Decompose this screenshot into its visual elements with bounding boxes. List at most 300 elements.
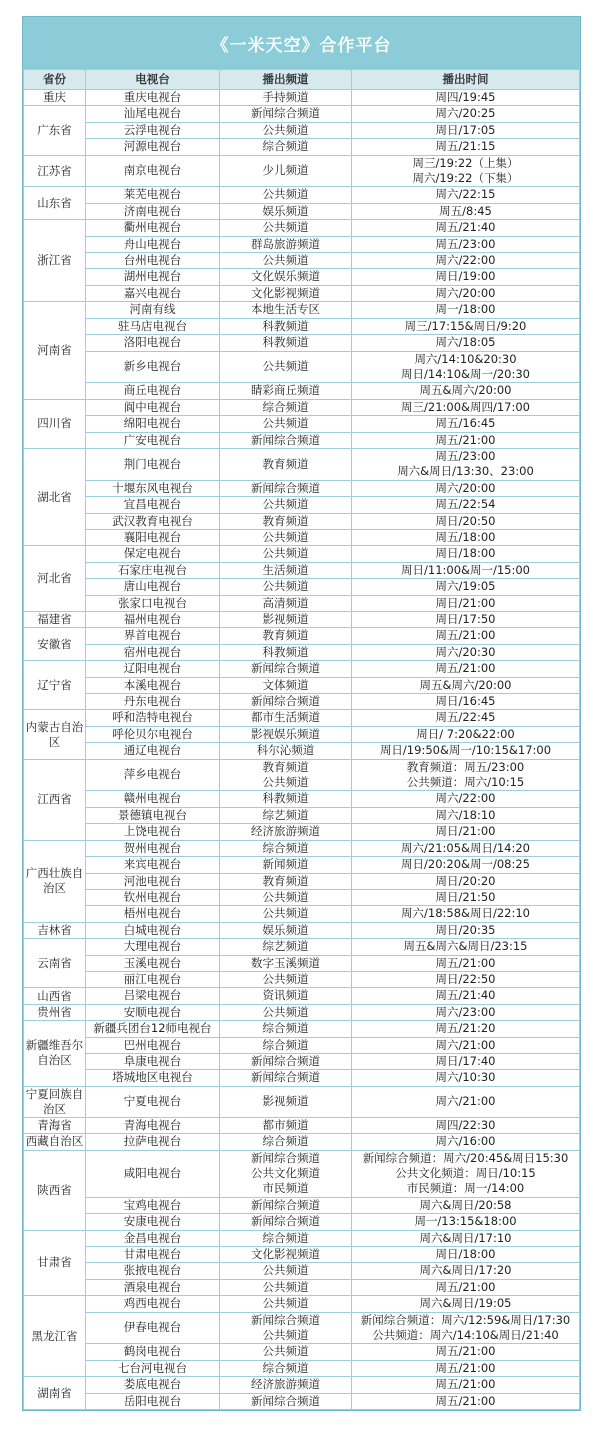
- channel-cell: 经济旅游频道: [220, 824, 352, 840]
- time-cell: 周日/20:20&周一/08:25: [352, 857, 580, 873]
- table-row: [24, 1150, 580, 1197]
- channel-cell: 教育频道 公共频道: [220, 759, 352, 791]
- time-cell: 周六&周日/20:58: [352, 1197, 580, 1213]
- station-cell: 衢州电视台: [86, 220, 220, 236]
- channel-cell: 科教频道: [220, 644, 352, 660]
- channel-cell: 新闻综合频道 公共文化频道 市民频道: [220, 1150, 352, 1197]
- province-cell: 福建省: [24, 612, 86, 628]
- province-cell: 四川省: [24, 399, 86, 448]
- time-cell: 周五/21:20: [352, 1021, 580, 1037]
- table-row: [24, 480, 580, 496]
- time-cell: 周五/23:00 周六&周日/13:30、23:00: [352, 448, 580, 480]
- province-cell: 重庆: [24, 90, 86, 106]
- table-row: [24, 155, 580, 187]
- channel-cell: 公共频道: [220, 529, 352, 545]
- channel-cell: 都市生活频道: [220, 710, 352, 726]
- time-cell: 周日/20:35: [352, 922, 580, 938]
- time-cell: 周五/21:00: [352, 1279, 580, 1295]
- time-cell: 周六/20:30: [352, 644, 580, 660]
- station-cell: 福州电视台: [86, 612, 220, 628]
- time-cell: 周日/ 7:20&22:00: [352, 726, 580, 742]
- station-cell: 武汉教育电视台: [86, 513, 220, 529]
- time-cell: 周日/22:50: [352, 971, 580, 987]
- station-cell: 洛阳电视台: [86, 335, 220, 351]
- table-row: [24, 840, 580, 856]
- channel-cell: 经济旅游频道: [220, 1377, 352, 1393]
- province-cell: 甘肃省: [24, 1230, 86, 1296]
- time-cell: 周六/18:10: [352, 807, 580, 823]
- station-cell: 酒泉电视台: [86, 1279, 220, 1295]
- table-row: [24, 1312, 580, 1344]
- province-cell: 内蒙古自治区: [24, 710, 86, 759]
- station-cell: 新疆兵团台12师电视台: [86, 1021, 220, 1037]
- time-cell: 周六/16:00: [352, 1134, 580, 1150]
- time-cell: 周六/10:30: [352, 1070, 580, 1086]
- station-cell: 通辽电视台: [86, 743, 220, 759]
- time-cell: 周五/21:40: [352, 988, 580, 1004]
- table-row: [24, 187, 580, 203]
- channel-cell: 公共频道: [220, 579, 352, 595]
- time-cell: 周三/21:00&周四/17:00: [352, 399, 580, 415]
- table-row: [24, 236, 580, 252]
- station-cell: 伊春电视台: [86, 1312, 220, 1344]
- table-row: [24, 1086, 580, 1117]
- time-cell: 周日/18:00: [352, 546, 580, 562]
- station-cell: 钦州电视台: [86, 889, 220, 905]
- channel-cell: 公共频道: [220, 889, 352, 905]
- channel-cell: 公共频道: [220, 416, 352, 432]
- province-cell: 湖北省: [24, 448, 86, 545]
- channel-cell: 公共频道: [220, 220, 352, 236]
- table-row: [24, 432, 580, 448]
- province-cell: 吉林省: [24, 922, 86, 938]
- time-cell: 周五/22:54: [352, 497, 580, 513]
- province-cell: 河北省: [24, 546, 86, 612]
- station-cell: 玉溪电视台: [86, 955, 220, 971]
- time-cell: 周六/14:10&20:30 周日/14:10&周一/20:30: [352, 351, 580, 383]
- time-cell: 周日/20:20: [352, 873, 580, 889]
- station-cell: 石家庄电视台: [86, 562, 220, 578]
- table-row: [24, 612, 580, 628]
- station-cell: 绵阳电视台: [86, 416, 220, 432]
- time-cell: 周六/21:05&周日/14:20: [352, 840, 580, 856]
- time-cell: 教育频道：周五/23:00 公共频道：周六/10:15: [352, 759, 580, 791]
- station-cell: 景德镇电视台: [86, 807, 220, 823]
- channel-cell: 综艺频道: [220, 939, 352, 955]
- station-cell: 荆门电视台: [86, 448, 220, 480]
- station-cell: 阜康电视台: [86, 1053, 220, 1069]
- time-cell: 周日/17:50: [352, 612, 580, 628]
- channel-cell: 文体频道: [220, 677, 352, 693]
- station-cell: 新乡电视台: [86, 351, 220, 383]
- time-cell: 周五&周六/20:00: [352, 383, 580, 399]
- channel-cell: 新闻综合频道: [220, 1214, 352, 1230]
- channel-cell: 文化娱乐频道: [220, 269, 352, 285]
- channel-cell: 数字玉溪频道: [220, 955, 352, 971]
- province-cell: 宁夏回族自治区: [24, 1086, 86, 1117]
- time-cell: 周六/22:00: [352, 253, 580, 269]
- table-row: [24, 1247, 580, 1263]
- table-row: [24, 1360, 580, 1376]
- station-cell: 吕梁电视台: [86, 988, 220, 1004]
- channel-cell: 综合频道: [220, 1021, 352, 1037]
- channel-cell: 新闻综合频道 公共频道: [220, 1312, 352, 1344]
- table-row: [24, 1393, 580, 1409]
- time-cell: 周六/23:00: [352, 1004, 580, 1020]
- table-row: [24, 857, 580, 873]
- channel-cell: 公共频道: [220, 253, 352, 269]
- station-cell: 巴州电视台: [86, 1037, 220, 1053]
- time-cell: 周三/17:15&周日/9:20: [352, 318, 580, 334]
- time-cell: 周六/18:05: [352, 335, 580, 351]
- table-row: [24, 335, 580, 351]
- station-cell: 宝鸡电视台: [86, 1197, 220, 1213]
- table-row: [24, 139, 580, 155]
- channel-cell: 教育频道: [220, 448, 352, 480]
- table-row: [24, 90, 580, 106]
- station-cell: 塔城地区电视台: [86, 1070, 220, 1086]
- time-cell: 周四/22:30: [352, 1117, 580, 1133]
- table-row: [24, 122, 580, 138]
- table-row: [24, 971, 580, 987]
- channel-cell: 影视频道: [220, 612, 352, 628]
- province-cell: 西藏自治区: [24, 1134, 86, 1150]
- channel-cell: 教育频道: [220, 873, 352, 889]
- header-province: 省份: [24, 70, 86, 90]
- time-cell: 周五/21:00: [352, 1393, 580, 1409]
- channel-cell: 资讯频道: [220, 988, 352, 1004]
- time-cell: 周四/19:45: [352, 90, 580, 106]
- table-row: [24, 1070, 580, 1086]
- table-row: [24, 955, 580, 971]
- table-row: [24, 318, 580, 334]
- station-cell: 莱芜电视台: [86, 187, 220, 203]
- time-cell: 周六/22:15: [352, 187, 580, 203]
- province-cell: 青海省: [24, 1117, 86, 1133]
- station-cell: 鹤岗电视台: [86, 1344, 220, 1360]
- time-cell: 周一/18:00: [352, 302, 580, 318]
- time-cell: 周五/21:00: [352, 661, 580, 677]
- station-cell: 辽阳电视台: [86, 661, 220, 677]
- table-row: [24, 285, 580, 301]
- table-row: [24, 203, 580, 219]
- table-row: [24, 988, 580, 1004]
- time-cell: 周日/17:05: [352, 122, 580, 138]
- time-cell: 周五/22:45: [352, 710, 580, 726]
- time-cell: 周五/21:40: [352, 220, 580, 236]
- channel-cell: 高清频道: [220, 595, 352, 611]
- province-cell: 新疆维吾尔自治区: [24, 1021, 86, 1087]
- time-cell: 周五/21:00: [352, 955, 580, 971]
- station-cell: 娄底电视台: [86, 1377, 220, 1393]
- channel-cell: 科尔沁频道: [220, 743, 352, 759]
- station-cell: 张掖电视台: [86, 1263, 220, 1279]
- time-cell: 周日/18:00: [352, 1247, 580, 1263]
- province-cell: 广西壮族自治区: [24, 840, 86, 922]
- station-cell: 岳阳电视台: [86, 1393, 220, 1409]
- time-cell: 周日/11:00&周一/15:00: [352, 562, 580, 578]
- channel-cell: 新闻综合频道: [220, 1070, 352, 1086]
- table-row: [24, 1004, 580, 1020]
- channel-cell: 教育频道: [220, 513, 352, 529]
- table-row: [24, 1117, 580, 1133]
- station-cell: 济南电视台: [86, 203, 220, 219]
- station-cell: 宁夏电视台: [86, 1086, 220, 1117]
- table-row: [24, 1037, 580, 1053]
- province-cell: 辽宁省: [24, 661, 86, 710]
- time-cell: 新闻综合频道：周六/20:45&周日15:30 公共文化频道：周日/10:15 市民频道：周一/14:00: [352, 1150, 580, 1197]
- channel-cell: 新闻综合频道: [220, 1053, 352, 1069]
- station-cell: 金昌电视台: [86, 1230, 220, 1246]
- province-cell: 陕西省: [24, 1150, 86, 1230]
- channel-cell: 科教频道: [220, 791, 352, 807]
- station-cell: 驻马店电视台: [86, 318, 220, 334]
- time-cell: 周六/21:00: [352, 1037, 580, 1053]
- time-cell: 周日/21:00: [352, 595, 580, 611]
- channel-cell: 综合频道: [220, 399, 352, 415]
- table-header-row: [24, 70, 580, 90]
- header-station: 电视台: [86, 70, 220, 90]
- time-cell: 周五/18:00: [352, 529, 580, 545]
- station-cell: 来宾电视台: [86, 857, 220, 873]
- table-row: [24, 1053, 580, 1069]
- time-cell: 周五/21:00: [352, 628, 580, 644]
- table-row: [24, 562, 580, 578]
- time-cell: 周六/22:00: [352, 791, 580, 807]
- channel-cell: 影视娱乐频道: [220, 726, 352, 742]
- station-cell: 重庆电视台: [86, 90, 220, 106]
- province-cell: 安徽省: [24, 628, 86, 661]
- channel-cell: 娱乐频道: [220, 203, 352, 219]
- time-cell: 周五&周六/20:00: [352, 677, 580, 693]
- table-row: [24, 220, 580, 236]
- station-cell: 湖州电视台: [86, 269, 220, 285]
- channel-cell: 影视频道: [220, 1086, 352, 1117]
- time-cell: 周日/16:45: [352, 694, 580, 710]
- table-row: [24, 497, 580, 513]
- channel-cell: 公共频道: [220, 122, 352, 138]
- channel-cell: 公共频道: [220, 1279, 352, 1295]
- table-row: [24, 1344, 580, 1360]
- table-row: [24, 106, 580, 122]
- time-cell: 周六&周日/19:05: [352, 1296, 580, 1312]
- table-row: [24, 546, 580, 562]
- channel-cell: 娱乐频道: [220, 922, 352, 938]
- channel-cell: 综合频道: [220, 1360, 352, 1376]
- channel-cell: 新闻综合频道: [220, 480, 352, 496]
- channel-cell: 公共频道: [220, 1344, 352, 1360]
- province-cell: 江苏省: [24, 155, 86, 187]
- channel-cell: 综合频道: [220, 1037, 352, 1053]
- time-cell: 周日/20:50: [352, 513, 580, 529]
- province-cell: 江西省: [24, 759, 86, 840]
- time-cell: 周五&周六&周日/23:15: [352, 939, 580, 955]
- time-cell: 周三/19:22（上集） 周六/19:22（下集）: [352, 155, 580, 187]
- station-cell: 丽江电视台: [86, 971, 220, 987]
- channel-cell: 综合频道: [220, 139, 352, 155]
- channel-cell: 群岛旅游频道: [220, 236, 352, 252]
- time-cell: 周六&周日/17:10: [352, 1230, 580, 1246]
- table-row: [24, 1230, 580, 1246]
- channel-cell: 本地生活专区: [220, 302, 352, 318]
- table-row: [24, 824, 580, 840]
- station-cell: 保定电视台: [86, 546, 220, 562]
- province-cell: 黑龙江省: [24, 1296, 86, 1377]
- channel-cell: 公共频道: [220, 351, 352, 383]
- time-cell: 周六/21:00: [352, 1086, 580, 1117]
- station-cell: 襄阳电视台: [86, 529, 220, 545]
- schedule-table: [23, 69, 580, 1410]
- channel-cell: 公共频道: [220, 497, 352, 513]
- station-cell: 呼伦贝尔电视台: [86, 726, 220, 742]
- station-cell: 萍乡电视台: [86, 759, 220, 791]
- station-cell: 上饶电视台: [86, 824, 220, 840]
- time-cell: 周六/20:00: [352, 285, 580, 301]
- table-row: [24, 726, 580, 742]
- province-cell: 云南省: [24, 939, 86, 988]
- table-row: [24, 644, 580, 660]
- table-row: [24, 1377, 580, 1393]
- channel-cell: 综合频道: [220, 1134, 352, 1150]
- channel-cell: 教育频道: [220, 628, 352, 644]
- time-cell: 周六/19:05: [352, 579, 580, 595]
- time-cell: 周六/18:58&周日/22:10: [352, 906, 580, 922]
- time-cell: 周六&周日/17:20: [352, 1263, 580, 1279]
- time-cell: 周五/21:00: [352, 1344, 580, 1360]
- table-row: [24, 694, 580, 710]
- station-cell: 十堰东风电视台: [86, 480, 220, 496]
- table-row: [24, 1279, 580, 1295]
- province-cell: 贵州省: [24, 1004, 86, 1020]
- time-cell: 周五/23:00: [352, 236, 580, 252]
- station-cell: 河池电视台: [86, 873, 220, 889]
- time-cell: 周五/21:00: [352, 1377, 580, 1393]
- channel-cell: 公共频道: [220, 906, 352, 922]
- station-cell: 广安电视台: [86, 432, 220, 448]
- channel-cell: 少儿频道: [220, 155, 352, 187]
- channel-cell: 新闻综合频道: [220, 661, 352, 677]
- channel-cell: 手持频道: [220, 90, 352, 106]
- table-row: [24, 906, 580, 922]
- channel-cell: 公共频道: [220, 1296, 352, 1312]
- table-row: [24, 791, 580, 807]
- table-row: [24, 513, 580, 529]
- province-cell: 山东省: [24, 187, 86, 220]
- station-cell: 丹东电视台: [86, 694, 220, 710]
- channel-cell: 文化影视频道: [220, 285, 352, 301]
- header-time: 播出时间: [352, 70, 580, 90]
- station-cell: 赣州电视台: [86, 791, 220, 807]
- channel-cell: 公共频道: [220, 546, 352, 562]
- table-body: [24, 90, 580, 1410]
- table-row: [24, 1214, 580, 1230]
- time-cell: 周日/19:50&周一/10:15&17:00: [352, 743, 580, 759]
- channel-cell: 新闻综合频道: [220, 1393, 352, 1409]
- time-cell: 周六/20:00: [352, 480, 580, 496]
- table-row: [24, 416, 580, 432]
- time-cell: 周五/8:45: [352, 203, 580, 219]
- channel-cell: 公共频道: [220, 187, 352, 203]
- table-row: [24, 873, 580, 889]
- schedule-card: [22, 16, 581, 1411]
- station-cell: 汕尾电视台: [86, 106, 220, 122]
- header-channel: 播出频道: [220, 70, 352, 90]
- station-cell: 南京电视台: [86, 155, 220, 187]
- table-row: [24, 889, 580, 905]
- station-cell: 嘉兴电视台: [86, 285, 220, 301]
- station-cell: 白城电视台: [86, 922, 220, 938]
- table-row: [24, 1263, 580, 1279]
- channel-cell: 新闻综合频道: [220, 694, 352, 710]
- channel-cell: 新闻综合频道: [220, 432, 352, 448]
- station-cell: 贺州电视台: [86, 840, 220, 856]
- table-row: [24, 1197, 580, 1213]
- channel-cell: 新闻频道: [220, 857, 352, 873]
- page-title: 《一米天空》合作平台: [23, 17, 580, 69]
- station-cell: 商丘电视台: [86, 383, 220, 399]
- station-cell: 阆中电视台: [86, 399, 220, 415]
- table-row: [24, 529, 580, 545]
- time-cell: 新闻综合频道：周六/12:59&周日/17:30 公共频道：周六/14:10&周日/21:40: [352, 1312, 580, 1344]
- station-cell: 河源电视台: [86, 139, 220, 155]
- station-cell: 咸阳电视台: [86, 1150, 220, 1197]
- table-row: [24, 939, 580, 955]
- table-row: [24, 628, 580, 644]
- station-cell: 张家口电视台: [86, 595, 220, 611]
- station-cell: 拉萨电视台: [86, 1134, 220, 1150]
- channel-cell: 科教频道: [220, 335, 352, 351]
- channel-cell: 生活频道: [220, 562, 352, 578]
- station-cell: 宜昌电视台: [86, 497, 220, 513]
- channel-cell: 公共频道: [220, 1263, 352, 1279]
- channel-cell: 公共频道: [220, 971, 352, 987]
- table-row: [24, 579, 580, 595]
- table-row: [24, 743, 580, 759]
- table-row: [24, 399, 580, 415]
- table-row: [24, 253, 580, 269]
- station-cell: 梧州电视台: [86, 906, 220, 922]
- station-cell: 台州电视台: [86, 253, 220, 269]
- table-row: [24, 269, 580, 285]
- channel-cell: 综艺频道: [220, 807, 352, 823]
- station-cell: 安顺电视台: [86, 1004, 220, 1020]
- table-row: [24, 383, 580, 399]
- channel-cell: 综合频道: [220, 840, 352, 856]
- station-cell: 界首电视台: [86, 628, 220, 644]
- table-row: [24, 302, 580, 318]
- province-cell: 河南省: [24, 302, 86, 399]
- table-row: [24, 759, 580, 791]
- station-cell: 七台河电视台: [86, 1360, 220, 1376]
- channel-cell: 公共频道: [220, 1004, 352, 1020]
- table-row: [24, 677, 580, 693]
- station-cell: 大理电视台: [86, 939, 220, 955]
- table-row: [24, 1296, 580, 1312]
- table-row: [24, 661, 580, 677]
- station-cell: 宿州电视台: [86, 644, 220, 660]
- channel-cell: 新闻综合频道: [220, 1197, 352, 1213]
- channel-cell: 新闻综合频道: [220, 106, 352, 122]
- time-cell: 周日/17:40: [352, 1053, 580, 1069]
- station-cell: 云浮电视台: [86, 122, 220, 138]
- station-cell: 呼和浩特电视台: [86, 710, 220, 726]
- province-cell: 湖南省: [24, 1377, 86, 1410]
- table-row: [24, 807, 580, 823]
- table-row: [24, 448, 580, 480]
- station-cell: 鸡西电视台: [86, 1296, 220, 1312]
- time-cell: 周日/21:50: [352, 889, 580, 905]
- channel-cell: 睛彩商丘频道: [220, 383, 352, 399]
